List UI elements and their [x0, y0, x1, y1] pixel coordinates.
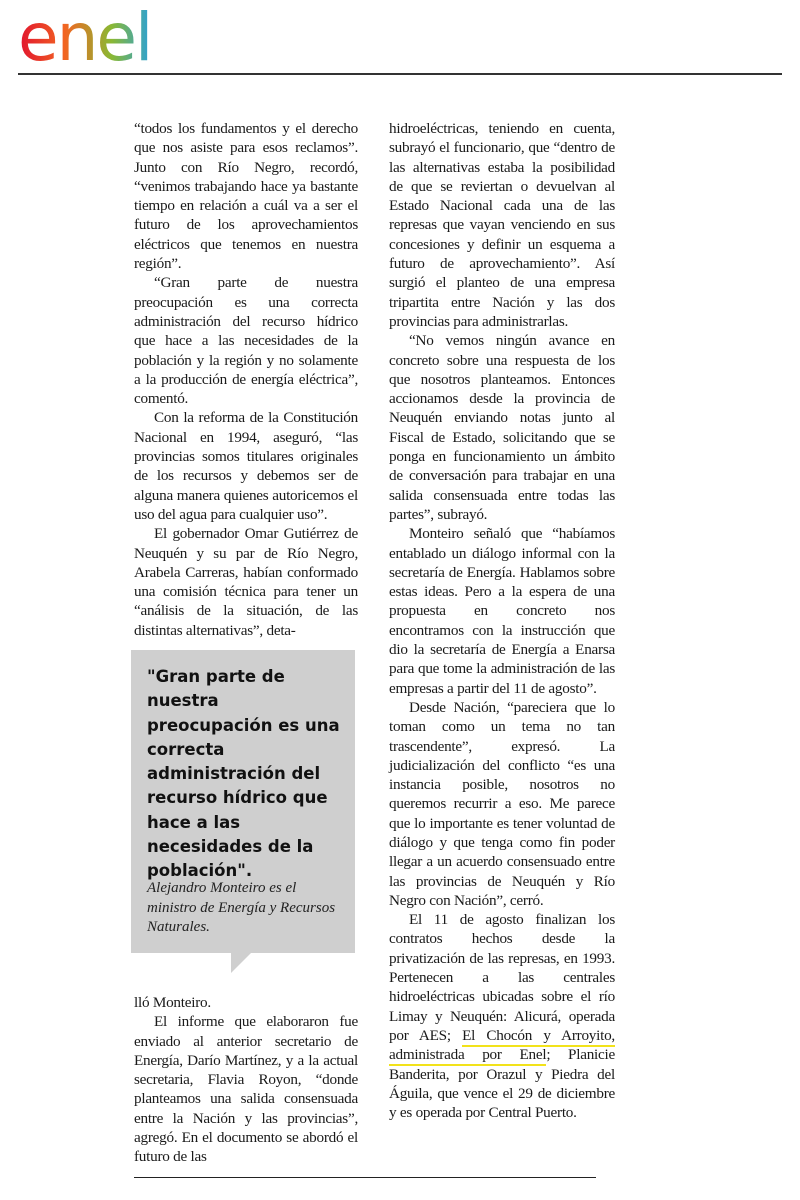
article-paragraph: El informe que elaboraron fue enviado al anterior secretario de Energía, Darío Martínez, y a la actual secretaria, Flavia Royon, “donde planteamos una salida consensuada entre la Nación y las provincias”, agregó. En el documento se abordó el futuro de las	[134, 1013, 358, 1166]
article-paragraph: Con la reforma de la Constitución Nacional en 1994, aseguró, “las provincias somos titulares originales de los recursos y debemos ser de alguna manera quienes autoricemos el uso del agua para cualquier uso”.	[134, 409, 358, 523]
article-paragraph: hidroeléctricas, teniendo en cuenta, subrayó el funcionario, que “dentro de las alternativas estaba la posibilidad de que se reviertan o devuelvan al Estado Nacional cada una de las represas que vayan venciendo en sus concesiones y definir un esquema a futuro de aprovechamiento”. Así surgió el planteo de una empresa tripartita entre Nación y las dos provincias para administrarlas.	[389, 120, 615, 330]
text-after-highlight: ; Planicie Banderita, por Orazul y Piedra del Águila, que vence el 29 de diciembre y es operada por Central Puerto.	[389, 1046, 615, 1122]
page-header	[0, 0, 800, 80]
header-rule	[18, 73, 782, 75]
article-paragraph-last	[389, 910, 615, 1122]
text-before-highlight: El 11 de agosto finalizan los contratos hechos desde la privatización de las represas, en 1993. Pertenecen a las centrales hidroeléctricas ubicadas sobre el río Limay y Neuquén: Alicurá, operada por AES;	[389, 911, 615, 1044]
pull-quote-attribution: Alejandro Monteiro es el ministro de Energía y Recursos Naturales.	[147, 880, 336, 935]
article-paragraph: “todos los fundamentos y el derecho que nos asiste para esos reclamos”. Junto con Río Negro, recordó, “venimos trabajando hace ya bastante tiempo en relación a cuál va a ser el futuro de los aprovechamientos eléctricos que tenemos en nuestra región”.	[134, 120, 358, 273]
enel-logo	[18, 2, 183, 66]
article-paragraph: “Gran parte de nuestra preocupación es una correcta administración del recurso hídrico que hace a las necesidades de la población y la región y no solamente a la producción de energía eléctrica”, comentó.	[134, 274, 358, 408]
article-paragraph: “No vemos ningún avance en concreto sobre una respuesta de los que nosotros planteamos. Entonces accionamos desde la provincia de Neuquén enviando notas junto al Fiscal de Estado, solicitando que se ponga en funcionamiento un ámbito de conversación para trabajar en una salida consensuada entre todas las partes”, subrayó.	[389, 332, 615, 523]
article-paragraph: lló Monteiro.	[134, 994, 211, 1011]
article-paragraph: Desde Nación, “pareciera que lo toman como un tema no tan trascendente”, expresó. La judicialización del conflicto “es una instancia posible, nosotros no queremos recurrir a eso. Me parece que lo importante es tener voluntad de diálogo y que tenga como fin poder llegar a un acuerdo consensuado entre las provincias de Neuquén y Río Negro con Nación”, cerró.	[389, 698, 615, 909]
footer-rule	[134, 1177, 596, 1178]
pull-quote-text: "Gran parte de nuestra preocupación es una correcta administración del recurso hídrico que hace a las necesidades de la población".	[147, 667, 340, 881]
highlighted-text: El Chocón y Arroyito, administrada por Enel	[389, 1027, 615, 1066]
pull-quote-tail	[231, 953, 251, 973]
pull-quote	[131, 650, 355, 953]
article-column-right	[389, 119, 615, 1122]
article-paragraph: Monteiro señaló que “habíamos entablado un diálogo informal con la secretaría de Energía. Hablamos sobre estas ideas. Pero a la espera de una propuesta en concreto nos encontramos con la instrucción que dio la secretaría de Energía a Enarsa para que tome la administración de las empresas a partir del 11 de agosto”.	[389, 525, 615, 697]
logo-lettering: enel	[18, 2, 152, 66]
article-column-left-continued	[134, 993, 358, 1167]
article-paragraph: El gobernador Omar Gutiérrez de Neuquén y su par de Río Negro, Arabela Carreras, habían conformado una comisión técnica para tener un “análisis de la situación, de las distintas alternativas”, deta-	[134, 525, 358, 639]
article-column-left	[134, 119, 358, 640]
